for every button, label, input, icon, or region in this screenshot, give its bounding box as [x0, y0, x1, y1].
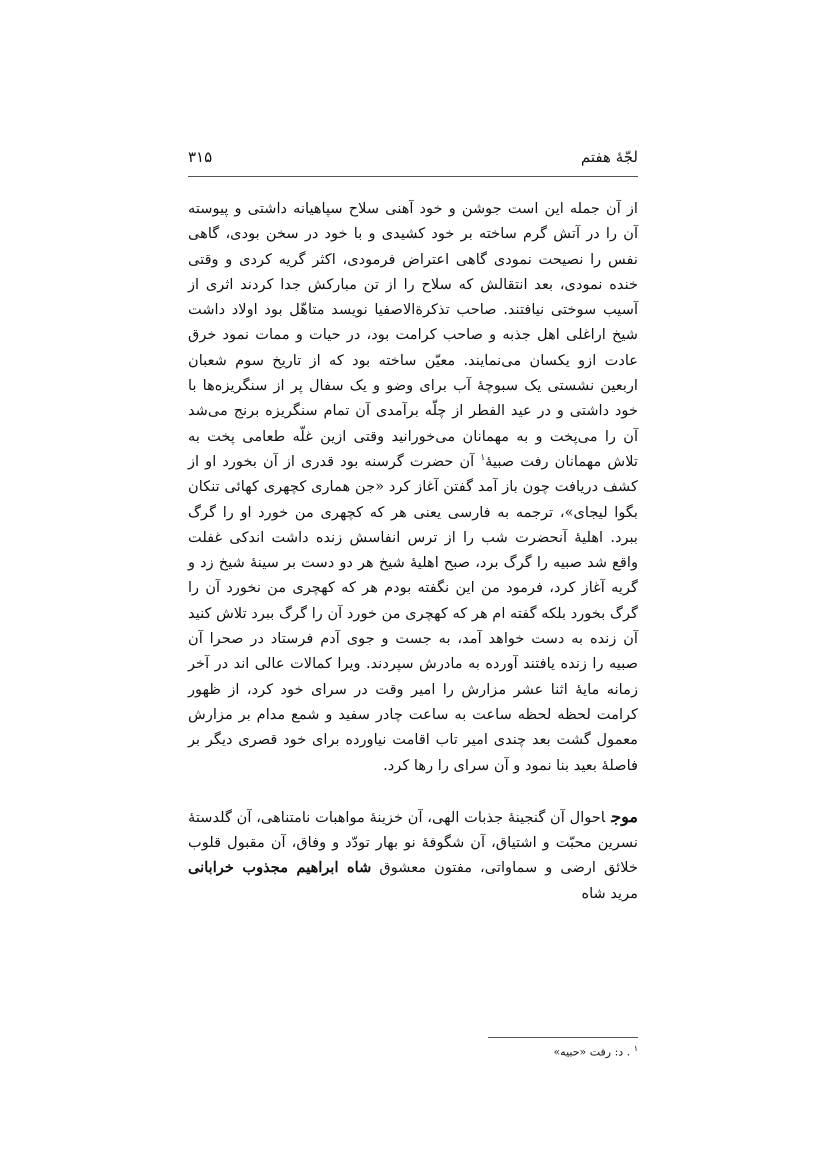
paragraph-1	[188, 196, 638, 778]
footnote	[188, 1044, 638, 1059]
paragraph-2-text-b: مرید شاه	[581, 884, 638, 902]
page-number: ۳۱۵	[188, 148, 213, 166]
footnote-rule	[488, 1037, 638, 1038]
footnote-mark: ۱	[633, 1044, 638, 1053]
paragraph-1-text-a: از آن جمله این است جوشن و خود آهنی سلاح سپاهیانه داشتی و پیوسته آن را در آتش گرم ساخته بر خود کشیدی و با خود در سخن بودی، گاهی نفس را نصیحت نمودی گاهی اعتراض فرمودی، اکثر گریه کردی و وقتی خنده نمودی، بعد انتقالش که سلاح را از تن مبارکش جدا کردند اثری از آسیب سوختی نیافتند. صاحب تذکرةالاصفیا نویسد متاهّل بود اولاد داشت شیخ اراغلی اهل جذبه و صاحب کرامت بود، در حیات و ممات نمود خرق عادت ازو یکسان می‌نمایند. معیّن ساخته بود که از تاریخ سوم شعبان اربعین نشستی یک سبوچهٔ آب برای وضو و یک سفال پر از سنگریزه‌ها با خود داشتی و در عید الفطر از چلّه برآمدی آن تمام سنگریزه برنج می‌شد آن را می‌پخت و به مهمانان می‌خورانید وقتی ازین غلّه طعامی پخت به تلاش مهمانان رفت صبیهٔ	[188, 200, 638, 470]
footnote-text: . د: رفت «حبیه»	[553, 1045, 631, 1059]
running-title: لجّهٔ هفتم	[580, 148, 638, 166]
footnote-reference: ۱	[480, 453, 486, 464]
paragraph-1-text-b: آن حضرت گرسنه بود قدری از آن بخورد او از کشف دریافت چون باز آمد گفتن آغاز کرد «جن هماری کچهری کهائی تنکان بگوا لیجای»، ترجمه به فارسی یعنی هر که کچهری من خورد او را گرگ ببرد. اهلیهٔ آنحضرت شب را از ترس انفاسش زنده داشت اندکی غفلت واقع شد صبیه را گرگ برد، صبح اهلیهٔ شیخ هر دو دست بر سینهٔ شیخ زد و گریه آغاز کرد، فرمود من این نگفته بودم هر که کهچری من نخورد آن را گرگ بخورد بلکه گفته ام هر که کهچری من خورد آن را گرگ ببرد تلاش کنید آن زنده به دست خواهد آمد، به جست و جوی آدم فرستاد در صحرا آن صبیه را زنده یافتند آورده به مادرش سپردند. ویرا کمالات عالی اند در آخر زمانه مایهٔ اثنا عشر مزارش را امیر وقت در سرای خود کرد، از ظهور کرامت لحظه لحظه ساعت به ساعت چادر سفید و شمع مدام بر مزارش معمول گشت بعد چندی امیر تاب اقامت نیاورده برای خود قصری دیگر بر فاصلهٔ بعید بنا نمود و آن سرای را رها کرد.	[188, 452, 638, 774]
paragraph-2-lead-word: موج	[611, 806, 638, 826]
paragraph-2-text-a: احوال آن گنجینهٔ جذبات الهی، آن خزینهٔ مواهبات نامتناهی، آن گلدستهٔ نسرین محبّت و اشتیاق، آن شگوفهٔ نو بهار تودّد و وفاق، آن مقبول قلوب خلائق ارضی و سماواتی، مفتون معشوق	[188, 808, 638, 877]
page-body	[188, 196, 638, 906]
bold-name: شاه ابراهیم مجذوب خرابانی	[188, 859, 372, 877]
page-header	[188, 148, 638, 176]
paragraph-2	[188, 804, 638, 906]
header-rule	[188, 176, 638, 177]
